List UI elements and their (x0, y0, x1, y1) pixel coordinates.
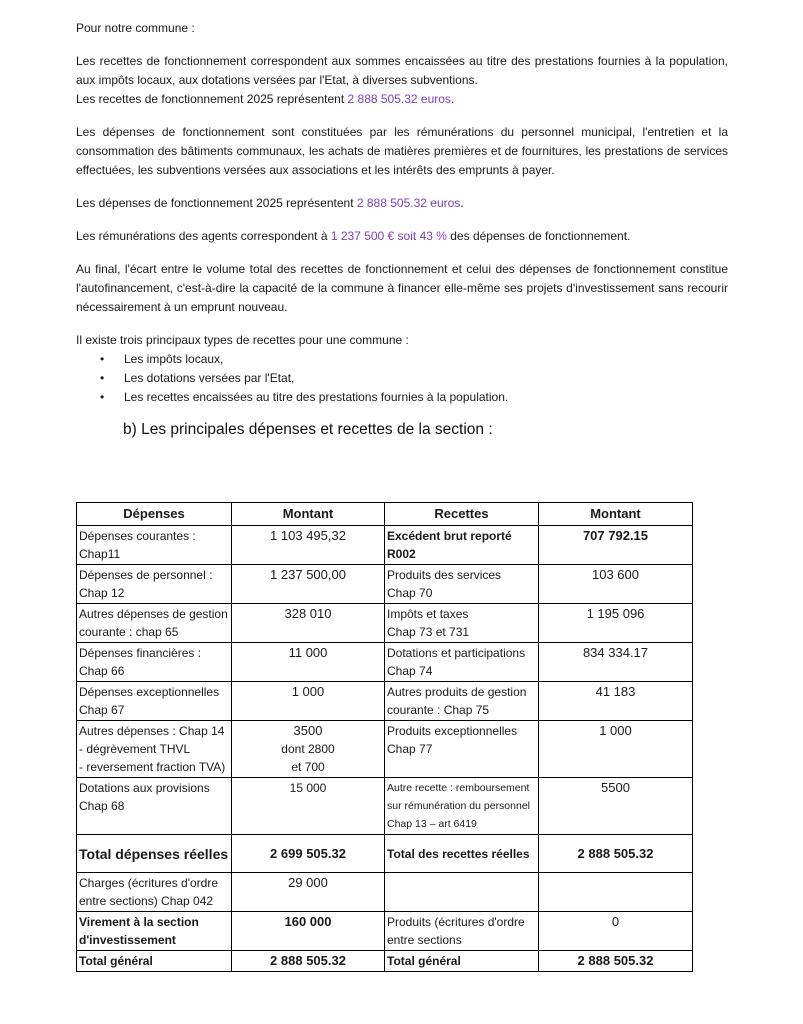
depense-amount: 328 010 (232, 604, 385, 643)
remunerations-text: Les rémunérations des agents correspondent à 1 237 500 € soit 43 % des dépenses de fonctionnement. (76, 229, 631, 243)
recette-amount: 103 600 (539, 565, 693, 604)
depense-label: Dépenses de personnel : Chap 12 (77, 565, 232, 604)
depense-label: Dotations aux provisions Chap 68 (77, 778, 232, 835)
header-depenses: Dépenses (77, 503, 232, 526)
recette-amount: 0 (539, 912, 693, 951)
total-general-recettes-label: Total général (385, 951, 539, 972)
table-row (77, 526, 693, 565)
remunerations-amount: 1 237 500 € soit 43 % (330, 229, 447, 243)
bullet-icon: • (100, 390, 105, 404)
recette-label: Produits exceptionnelles Chap 77 (385, 721, 539, 778)
total-recettes-label: Total des recettes réelles (385, 835, 539, 873)
depense-label: Autres dépenses de gestion courante : chap 65 (77, 604, 232, 643)
depenses-2025: Les dépenses de fonctionnement 2025 représentent 2 888 505.32 euros. (76, 196, 464, 210)
table-row (77, 565, 693, 604)
depense-amount: 15 000 (232, 778, 385, 835)
depenses-2025-amount: 2 888 505.32 euros (356, 196, 461, 210)
total-general-depenses-amount: 2 888 505.32 (232, 951, 385, 972)
recettes-2025-amount: 2 888 505.32 euros (347, 92, 451, 106)
depenses-definition: Les dépenses de fonctionnement sont constituées par les rémunérations du personnel municipal, l'entretien et la consommation des bâtiments communaux, les achats de matières premières et de fournitures, les prestations de services effectuées, les subventions versées aux associations et les intérêts des emprunts à payer. (76, 125, 728, 177)
table-row (77, 873, 693, 912)
recette-label: Autres produits de gestion courante : Chap 75 (385, 682, 539, 721)
recettes-2025: Les recettes de fonctionnement 2025 représentent 2 888 505.32 euros. (76, 92, 455, 106)
depense-amount: 3500 dont 2800 et 700 (232, 721, 385, 778)
recette-label: Produits (écritures d'ordre entre sections (385, 912, 539, 951)
table-row (77, 682, 693, 721)
table-row-total-reel (77, 835, 693, 873)
bullet-icon: • (100, 371, 105, 385)
header-montant-recettes: Montant (539, 503, 693, 526)
recette-amount-empty (539, 873, 693, 912)
list-item: • Les impôts locaux, (76, 350, 728, 369)
total-depenses-amount: 2 699 505.32 (232, 835, 385, 873)
depense-label: Dépenses exceptionnelles Chap 67 (77, 682, 232, 721)
recette-label: Dotations et participations Chap 74 (385, 643, 539, 682)
depense-amount: 1 103 495,32 (232, 526, 385, 565)
depense-amount: 1 237 500,00 (232, 565, 385, 604)
table-row (77, 643, 693, 682)
budget-table (76, 502, 693, 972)
table-row (77, 778, 693, 835)
recette-label: Excédent brut reporté R002 (385, 526, 539, 565)
depense-amount: 11 000 (232, 643, 385, 682)
recette-amount: 834 334.17 (539, 643, 693, 682)
total-general-depenses-label: Total général (77, 951, 232, 972)
recettes-definition: Les recettes de fonctionnement correspondent aux sommes encaissées au titre des prestations fournies à la population, aux impôts locaux, aux dotations versées par l'Etat, à diverses subventions. (76, 54, 728, 87)
types-intro: Il existe trois principaux types de recettes pour une commune : (76, 333, 409, 347)
recette-amount: 707 792.15 (539, 526, 693, 565)
total-recettes-amount: 2 888 505.32 (539, 835, 693, 873)
section-title: b) Les principales dépenses et recettes de la section : (123, 421, 493, 438)
table-row (77, 604, 693, 643)
table-row (77, 721, 693, 778)
table-row (77, 912, 693, 951)
table-row-total-general (77, 951, 693, 972)
document-body (76, 0, 728, 440)
bullet-icon: • (100, 352, 105, 366)
recette-label: Autre recette : remboursement sur rémunération du personnel Chap 13 – art 6419 (385, 778, 539, 835)
depense-label: Charges (écritures d'ordre entre sections) Chap 042 (77, 873, 232, 912)
recette-label: Impôts et taxes Chap 73 et 731 (385, 604, 539, 643)
recette-amount: 5500 (539, 778, 693, 835)
recette-amount: 1 000 (539, 721, 693, 778)
recette-label-empty (385, 873, 539, 912)
header-recettes: Recettes (385, 503, 539, 526)
total-general-recettes-amount: 2 888 505.32 (539, 951, 693, 972)
depense-amount: 160 000 (232, 912, 385, 951)
depense-label: Dépenses courantes : Chap11 (77, 526, 232, 565)
depense-label: Virement à la section d'investissement (77, 912, 232, 951)
autofinancement-text: Au final, l'écart entre le volume total des recettes de fonctionnement et celui des dépenses de fonctionnement constitue l'autofinancement, c'est-à-dire la capacité de la commune à financer elle-même ses projets d'investissement sans recourir nécessairement à un emprunt nouveau. (76, 262, 728, 314)
depense-amount: 1 000 (232, 682, 385, 721)
recette-amount: 41 183 (539, 682, 693, 721)
depense-amount: 29 000 (232, 873, 385, 912)
list-item: • Les dotations versées par l'Etat, (76, 369, 728, 388)
total-depenses-label: Total dépenses réelles (77, 835, 232, 873)
recette-amount: 1 195 096 (539, 604, 693, 643)
intro-text: Pour notre commune : (76, 21, 195, 35)
list-item: • Les recettes encaissées au titre des prestations fournies à la population. (76, 388, 728, 407)
recette-label: Produits des services Chap 70 (385, 565, 539, 604)
depense-label: Dépenses financières : Chap 66 (77, 643, 232, 682)
table-header-row (77, 503, 693, 526)
types-list (76, 350, 728, 407)
header-montant-depenses: Montant (232, 503, 385, 526)
depense-label: Autres dépenses : Chap 14 - dégrèvement THVL - reversement fraction TVA) (77, 721, 232, 778)
